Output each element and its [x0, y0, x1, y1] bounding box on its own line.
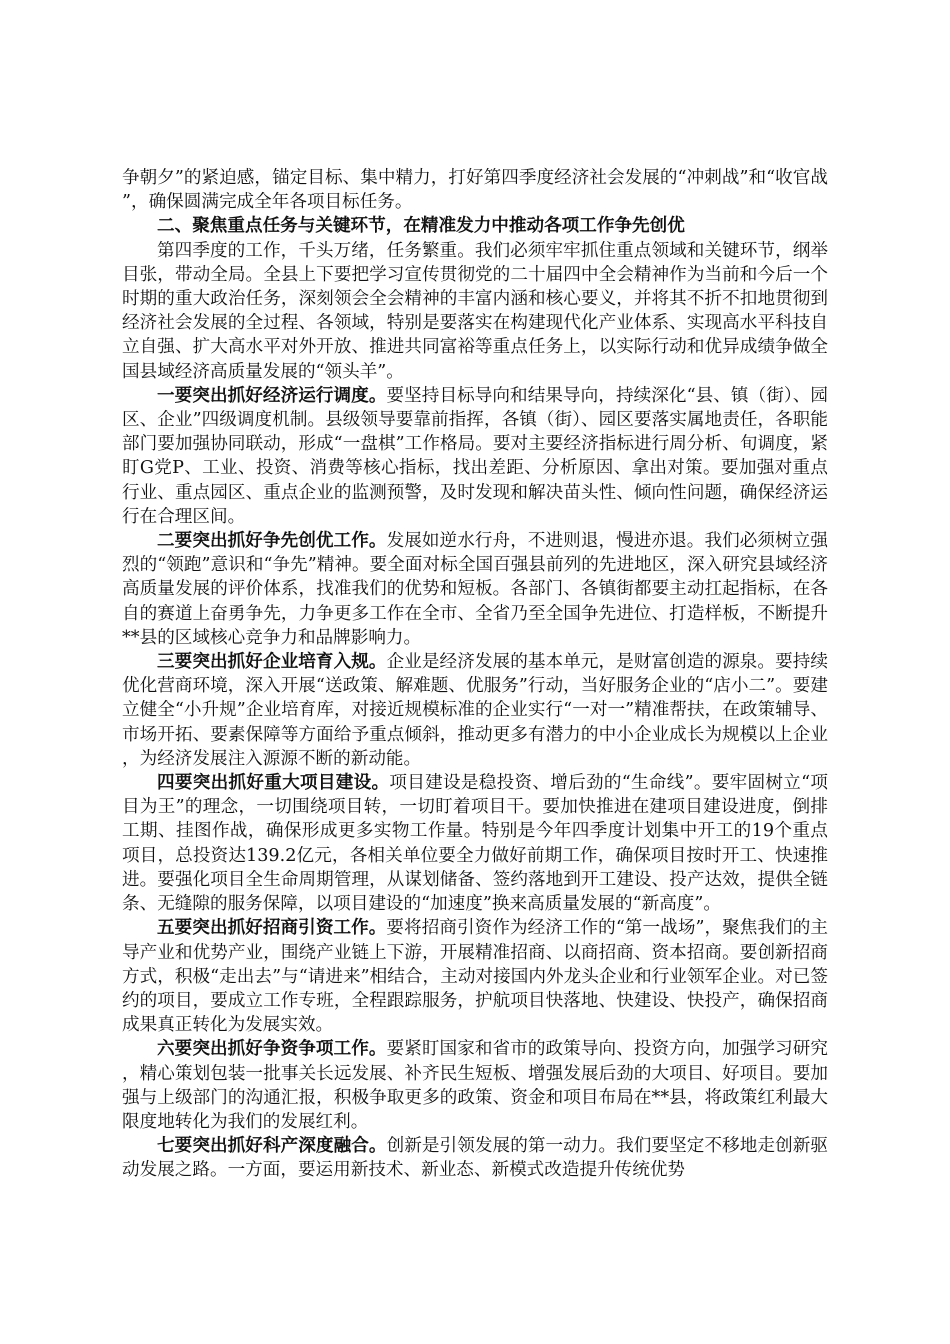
point-lead: 六要突出抓好争资争项工作。: [157, 1038, 387, 1060]
point-lead: 一要突出抓好经济运行调度。: [157, 384, 387, 406]
section-heading: 二、聚焦重点任务与关键环节，在精准发力中推动各项工作争先创优: [157, 215, 685, 237]
point-lead: 五要突出抓好招商引资工作。: [157, 917, 387, 939]
paragraph-point-4: [122, 771, 828, 916]
point-lead: 七要突出抓好科产深度融合。: [157, 1135, 387, 1157]
paragraph-text: 要紧盯国家和省市的政策导向、投资方向，加强学习研究，精心策划包装一批事关长远发展、补齐民生短板、增强发展后劲的大项目、好项目。要加强与上级部门的沟通汇报，积极争取更多的政策、资金和项目布局在**县，将政策红利最大限度地转化为我们的发展红利。: [122, 1039, 828, 1132]
paragraph-text: 项目建设是稳投资、增后劲的“生命线”。要牢固树立“项目为王”的理念，一切围绕项目转，一切盯着项目干。要加快推进在建项目建设进度，倒排工期、挂图作战，确保形成更多实物工作量。特别是今年四季度计划集中开工的19个重点项目，总投资达139.2亿元，各相关单位要全力做好前期工作，确保项目按时开工、快速推进。要强化项目全生命周期管理，从谋划储备、签约落地到开工建设、投产达效，提供全链条、无缝隙的服务保障，以项目建设的“加速度”换来高质量发展的“新高度”。: [122, 773, 828, 915]
point-lead: 三要突出抓好企业培育入规。: [157, 651, 387, 673]
paragraph-section-intro: [122, 239, 828, 384]
paragraph-point-2: [122, 529, 828, 650]
document-page: [122, 166, 828, 1183]
paragraph-point-1: [122, 384, 828, 529]
paragraph-intro-continuation: [122, 166, 828, 214]
paragraph-text: 发展如逆水行舟，不进则退，慢进亦退。我们必须树立强烈的“领跑”意识和“争先”精神。要全面对标全国百强县前列的先进地区，深入研究县域经济高质量发展的评价体系，找准我们的优势和短板。各部门、各镇街都要主动扛起指标，在各自的赛道上奋勇争先，力争更多工作在全市、全省乃至全国争先进位、打造样板，不断提升**县的区域核心竞争力和品牌影响力。: [122, 531, 828, 648]
paragraph-text: 创新是引领发展的第一动力。我们要坚定不移地走创新驱动发展之路。一方面，要运用新技术、新业态、新模式改造提升传统优势: [122, 1136, 828, 1181]
paragraph-point-5: [122, 916, 828, 1037]
paragraph-text: 要将招商引资作为经济工作的“第一战场”，聚焦我们的主导产业和优势产业，围绕产业链上下游，开展精准招商、以商招商、资本招商。要创新招商方式，积极“走出去”与“请进来”相结合，主动对接国内外龙头企业和行业领军企业。对已签约的项目，要成立工作专班，全程跟踪服务，护航项目快落地、快建设、快投产，确保招商成果真正转化为发展实效。: [122, 918, 828, 1036]
paragraph-text: 第四季度的工作，千头万绪，任务繁重。我们必须牢牢抓住重点领域和关键环节，纲举目张，带动全局。全县上下要把学习宣传贯彻党的二十届四中全会精神作为当前和今后一个时期的重大政治任务，深刻领会全会精神的丰富内涵和核心要义，并将其不折不扣地贯彻到经济社会发展的全过程、各领域，特别是要落实在构建现代化产业体系、实现高水平科技自立自强、扩大高水平对外开放、推进共同富裕等重点任务上，以实际行动和优异成绩争做全国县域经济高质量发展的“领头羊”。: [122, 240, 828, 382]
paragraph-text: 要坚持目标导向和结果导向，持续深化“县、镇（街）、园区、企业”四级调度机制。县级领导要靠前指挥，各镇（街）、园区要落实属地责任，各职能部门要加强协同联动，形成“一盘棋”工作格局。要对主要经济指标进行周分析、旬调度，紧盯G党P、工业、投资、消费等核心指标，找出差距、分析原因、拿出对策。要加强对重点行业、重点园区、重点企业的监测预警，及时发现和解决苗头性、倾向性问题，确保经济运行在合理区间。: [122, 385, 828, 527]
paragraph-text: 企业是经济发展的基本单元，是财富创造的源泉。要持续优化营商环境，深入开展“送政策、解难题、优服务”行动，当好服务企业的“店小二”。要建立健全“小升规”企业培育库，对接近规模标准的企业实行“一对一”精准帮扶，在政策辅导、市场开拓、要素保障等方面给予重点倾斜，推动更多有潜力的中小企业成长为规模以上企业，为经济发展注入源源不断的新动能。: [122, 652, 828, 769]
paragraph-text: 争朝夕”的紧迫感，锚定目标、集中精力，打好第四季度经济社会发展的“冲刺战”和“收官战”，确保圆满完成全年各项目标任务。: [122, 168, 828, 213]
paragraph-point-6: [122, 1037, 828, 1134]
point-lead: 二要突出抓好争先创优工作。: [157, 530, 387, 552]
paragraph-point-3: [122, 650, 828, 771]
paragraph-point-7: [122, 1134, 828, 1182]
point-lead: 四要突出抓好重大项目建设。: [157, 772, 390, 794]
